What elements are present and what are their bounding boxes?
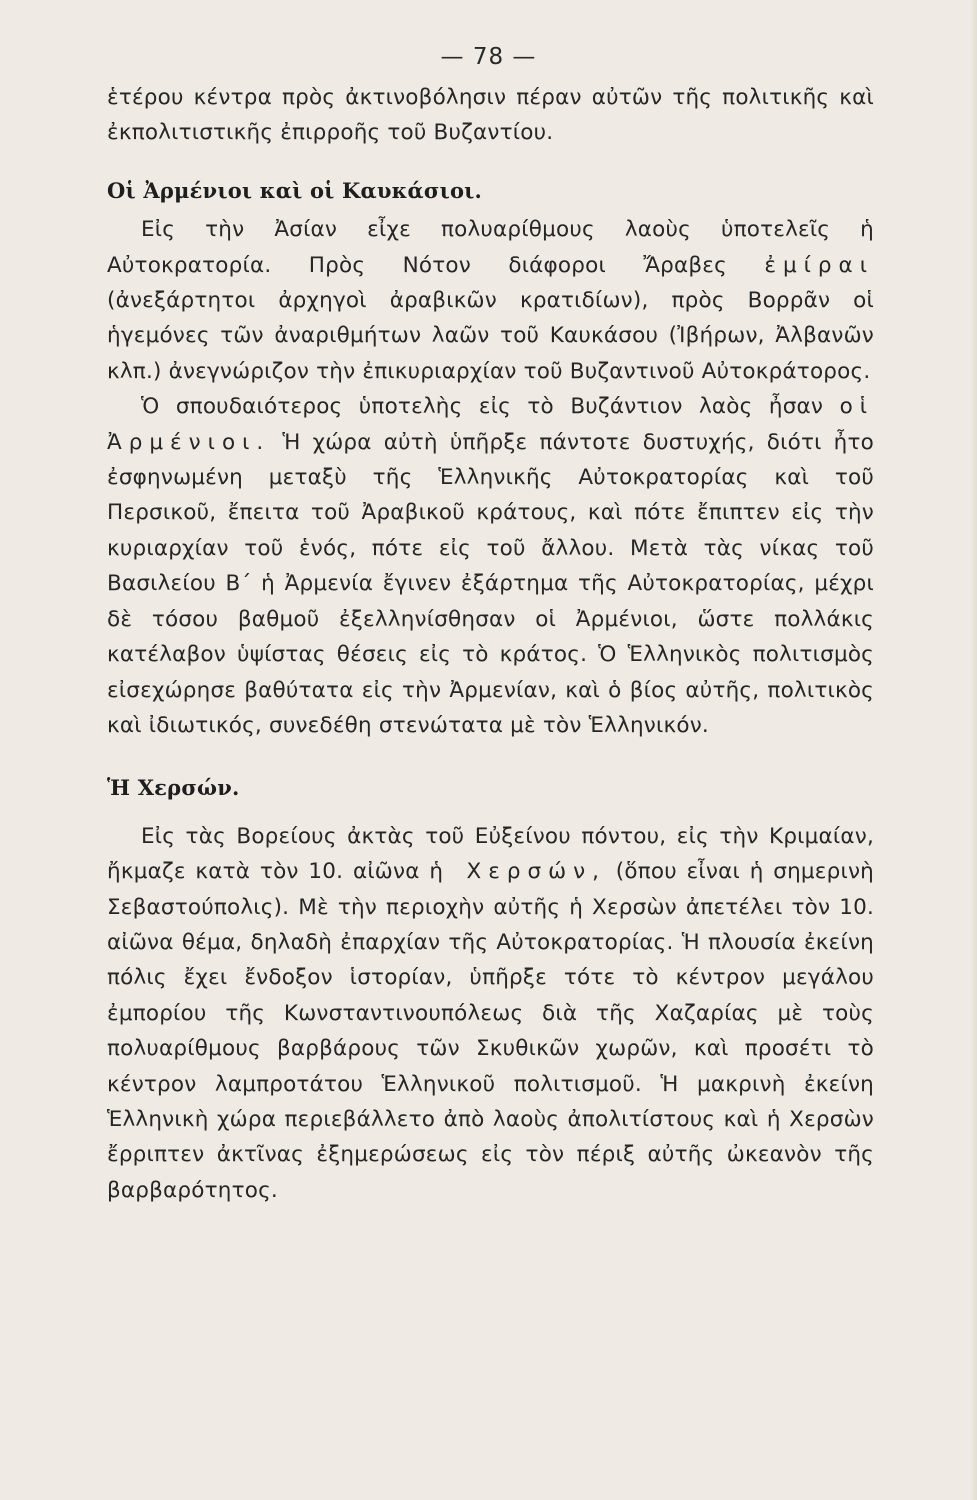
paragraph-armenians [107, 389, 874, 743]
section-heading-armenians: Οἱ Ἀρμένιοι καὶ οἱ Καυκάσιοι. [107, 177, 483, 203]
paragraph-text: Εἰς τὰς Βορείους ἀκτὰς τοῦ Εὐξείνου πόντου, εἰς τὴν Κριμαίαν, ἤκμαζε κατὰ τὸν 10. αἰῶνα [107, 823, 874, 885]
page-body [107, 80, 874, 1208]
page-edge-shadow [971, 0, 977, 1500]
paragraph-text: (ὅπου εἶναι ἡ σημερινὴ Σεβαστούπολις). Μὲ τὴν περιοχὴν αὐτῆς ἡ Χερσὼν ἀπετέλει τὸν 10. αἰῶνα θέμα, δηλαδὴ ἐπαρχίαν τῆς Αὐτοκρατορίας. Ἡ πλουσία ἐκείνη πόλις ἔχει ἔνδοξον ἱστορίαν, ὑπῆρξε τότε τὸ κέντρον μεγάλου ἐμπορίου τῆς Κωνσταντινουπόλεως διὰ τῆς Χαζαρίας μὲ τοὺς πολυαρίθμους βαρβάρους τῶν Σκυθικῶν χωρῶν, καὶ προσέτι τὸ κέντρον λαμπροτάτου Ἑλληνικοῦ πολιτισμοῦ. Ἡ μακρινὴ ἐκείνη Ἑλληνικὴ χώρα περιεβάλλετο ἀπὸ λαοὺς ἀπολιτίστους καὶ ἡ Χερσὼν ἔρριπτεν ἀκτῖνας ἐξημερώσεως εἰς τὸν πέριξ αὐτῆς ὠκεανὸν τῆς βαρβαρότητος. [107, 859, 874, 1203]
paragraph-intro: ἑτέρου κέντρα πρὸς ἀκτινοβόλησιν πέραν αὐτῶν τῆς πολιτικῆς καὶ ἐκπολιτιστικῆς ἐπιρροῆς τοῦ Βυζαντίου. [107, 85, 874, 146]
page-number: — 78 — [440, 44, 537, 70]
paragraph-cherson [107, 819, 874, 1208]
paragraph-text: (ἀνεξάρτητοι ἀρχηγοὶ ἀραβικῶν κρατιδίων), πρὸς Βορρᾶν οἱ ἡγεμόνες τῶν ἀναριθμήτων λαῶν τοῦ Καυκάσου (Ἰβήρων, Ἀλβανῶν κλπ.) ἀνεγνώριζον τὴν ἐπικυριαρχίαν τοῦ Βυζαντινοῦ Αὐτοκράτορος. [107, 288, 874, 384]
emphasized-term: ἐμίραι [764, 252, 874, 278]
paragraph-text: Ἡ χώρα αὐτὴ ὑπῆρξε πάντοτε δυστυχής, διότι ἦτο ἐσφηνωμένη μεταξὺ τῆς Ἑλληνικῆς Αὐτοκρατορίας καὶ τοῦ Περσικοῦ, ἔπειτα τοῦ Ἀραβικοῦ κράτους, καὶ πότε ἔπιπτεν εἰς τὴν κυριαρχίαν τοῦ ἑνός, πότε εἰς τοῦ ἄλλου. Μετὰ τὰς νίκας τοῦ Βασιλείου Β΄ ἡ Ἀρμενία ἔγινεν ἐξάρτημα τῆς Αὐτοκρατορίας, μέχρι δὲ τόσου βαθμοῦ ἐξελληνίσθησαν οἱ Ἀρμένιοι, ὥστε πολλάκις κατέλαβον ὑψίστας θέσεις εἰς τὸ κράτος. Ὁ Ἑλληνικὸς πολιτισμὸς εἰσεχώρησε βαθύτατα εἰς τὴν Ἀρμενίαν, καὶ ὁ βίος αὐτῆς, πολιτικὸς καὶ ἰδιωτικός, συνεδέθη στενώτατα μὲ τὸν Ἑλληνικόν. [107, 429, 874, 738]
paragraph-asia-subjects [107, 212, 874, 389]
emphasized-term: οἱ Ἀρμένιοι. [107, 394, 874, 455]
emphasized-term: ἡ Χερσών, [429, 859, 606, 885]
paragraph-text: Ὁ σπουδαιότερος ὑποτελὴς εἰς τὸ Βυζάντιον λαὸς ἦσαν [141, 394, 840, 420]
paragraph-text: Εἰς τὴν Ἀσίαν εἶχε πολυαρίθμους λαοὺς ὑποτελεῖς ἡ Αὐτοκρατορία. Πρὸς Νότον διάφοροι Ἄραβες [107, 217, 874, 278]
section-heading-cherson: Ἡ Χερσών. [107, 775, 240, 801]
